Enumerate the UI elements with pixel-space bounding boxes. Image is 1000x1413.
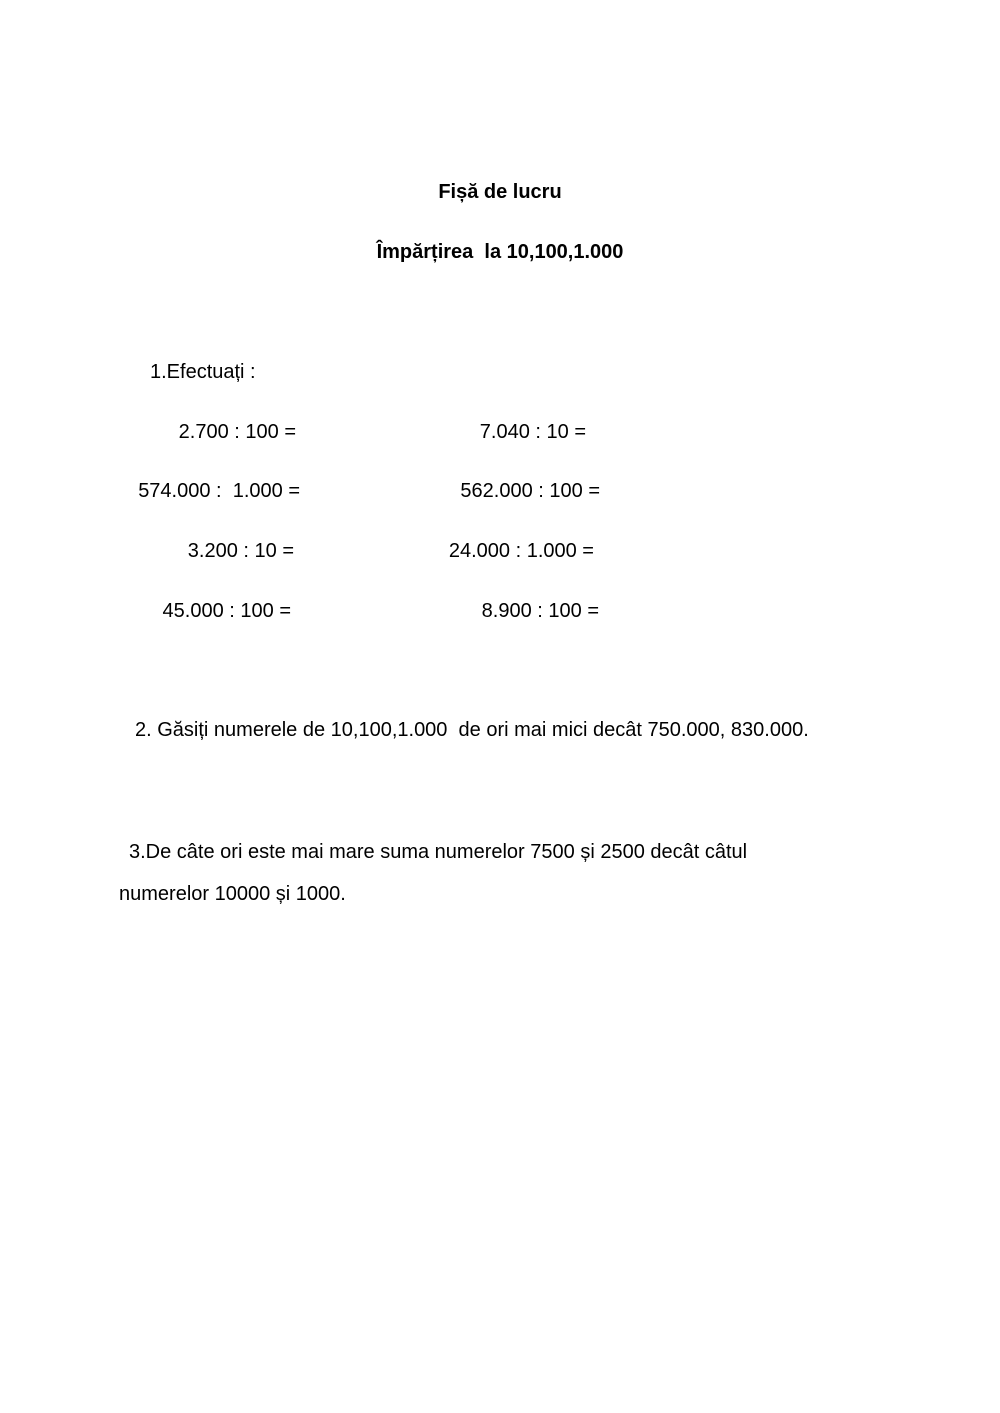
exercise-1-item: 562.000 : 100 = (460, 480, 600, 502)
exercise-1-item: 574.000 : 1.000 = (138, 480, 300, 502)
page-subtitle: Împărțirea la 10,100,1.000 (376, 241, 624, 263)
exercise-3-line: numerelor 10000 și 1000. (119, 883, 346, 905)
exercise-1-heading: 1.Efectuați : (150, 361, 256, 383)
exercise-1-item: 7.040 : 10 = (479, 421, 586, 443)
exercise-2-text: 2. Găsiți numerele de 10,100,1.000 de ori mai mici decât 750.000, 830.000. (135, 719, 809, 741)
exercise-1-item: 24.000 : 1.000 = (448, 540, 594, 562)
exercise-1-item: 3.200 : 10 = (187, 540, 294, 562)
page-title: Fișă de lucru (438, 181, 562, 203)
exercise-3-line: 3.De câte ori este mai mare suma numerelor 7500 și 2500 decât câtul (129, 841, 748, 863)
exercise-1-item: 45.000 : 100 = (162, 600, 291, 622)
exercise-1-item: 8.900 : 100 = (481, 600, 599, 622)
exercise-1-item: 2.700 : 100 = (178, 421, 296, 443)
